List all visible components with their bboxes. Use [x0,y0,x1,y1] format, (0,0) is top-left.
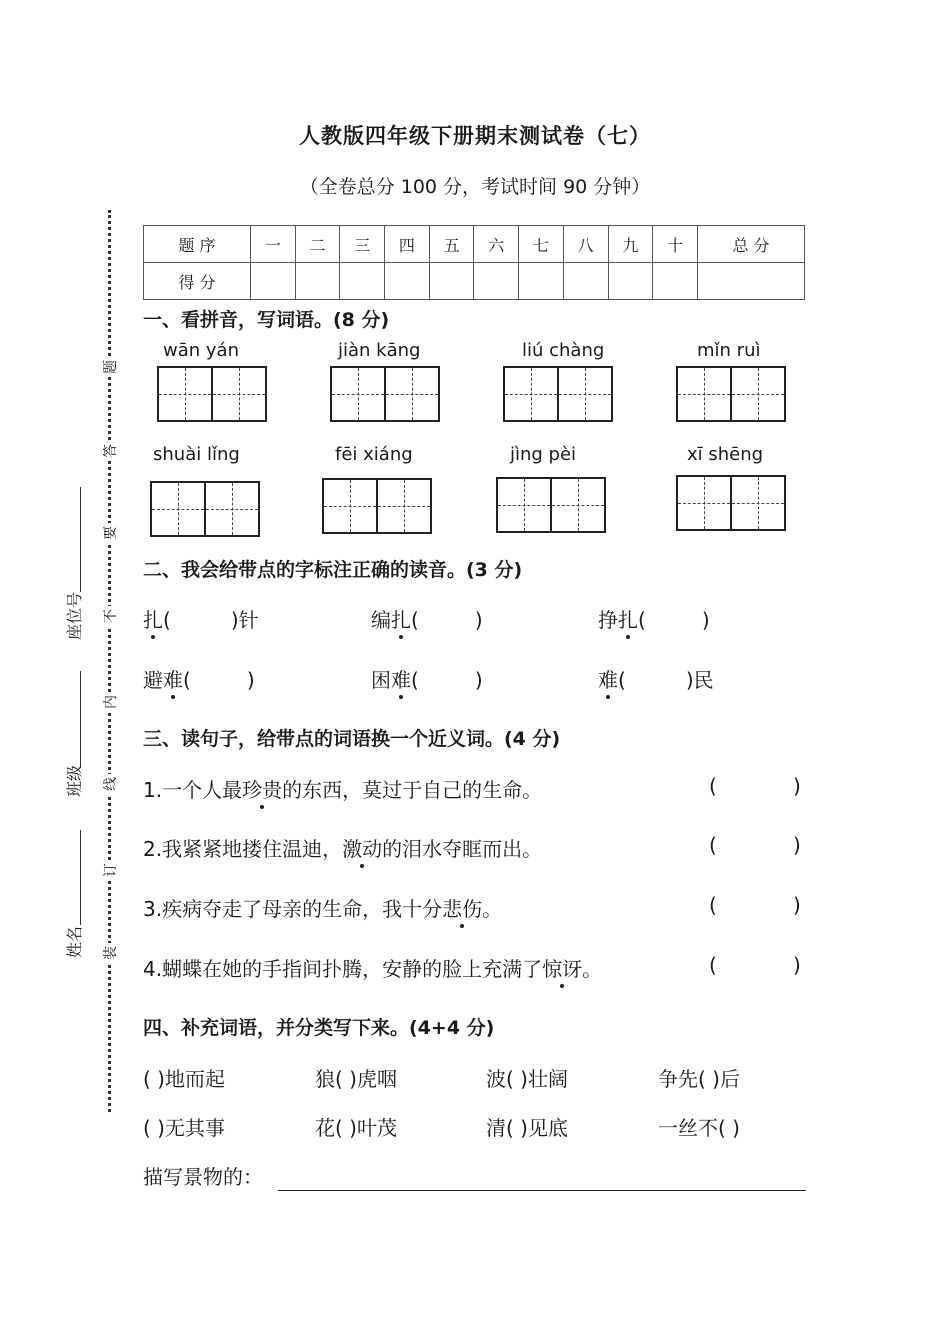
answer-blank[interactable] [720,953,790,979]
table-cell: 得 分 [144,263,251,300]
section-3-title: 三、读句子，给带点的词语换一个近义词。(4 分) [143,728,561,750]
seat-number-line [80,487,81,592]
sentence-text: 的东西，莫过于自己的生命。 [282,778,543,802]
dotted-char: 难 [598,664,618,693]
binding-char: 内 [100,692,120,712]
pinyin-label: jiàn kāng [338,340,421,361]
item-text: ( [411,608,419,632]
idiom-item[interactable]: 一丝不( ) [658,1116,740,1140]
item-text: ) [474,668,483,692]
idiom-item[interactable]: 争先( )后 [658,1067,740,1091]
table-cell: 总 分 [698,226,805,263]
binding-char: 答 [100,441,120,461]
reading-item [371,664,483,693]
table-cell: 八 [563,226,608,263]
writing-grid[interactable] [330,366,440,422]
binding-char: 线 [100,774,120,794]
writing-grid[interactable] [676,475,786,531]
answer-blank[interactable] [720,833,790,859]
item-text: )针 [230,608,259,632]
item-text: )民 [685,668,714,692]
sentence-item [143,893,502,922]
item-text: ( [618,668,626,692]
pinyin-label: mǐn ruì [697,340,761,361]
sentence-text: 4.蝴蝶在她的手指间扑腾，安静的脸上充满了 [143,957,543,981]
score-table-score-row [144,263,805,300]
score-input-cell[interactable] [251,263,296,300]
idiom-item[interactable]: 花( )叶茂 [315,1116,397,1140]
paren-close: ) [793,893,801,917]
idiom-item[interactable]: ( )无其事 [143,1116,225,1140]
paren-close: ) [793,774,801,798]
table-cell: 三 [340,226,385,263]
table-cell: 五 [429,226,474,263]
dotted-char: 难 [163,664,183,693]
reading-item [143,604,259,633]
sentence-text: 。 [482,897,503,921]
dotted-word: 惊讶 [542,953,582,982]
table-cell: 二 [295,226,340,263]
dotted-char: 难 [391,664,411,693]
table-cell: 九 [608,226,653,263]
dotted-word: 珍贵 [242,774,282,803]
reading-item [598,604,710,633]
dotted-char: 扎 [618,604,638,633]
binding-char: 不 [100,606,120,626]
paren-open: ( [709,833,717,857]
section-1-title: 一、看拼音，写词语。(8 分) [143,309,390,331]
score-input-cell[interactable] [698,263,805,300]
table-cell: 十 [653,226,698,263]
writing-grid[interactable] [150,481,260,537]
pinyin-label: shuài lǐng [153,444,240,465]
dotted-word: 悲伤 [442,893,482,922]
sentence-text: 1.一个人最 [143,778,243,802]
item-text: ( [411,668,419,692]
paren-close: ) [793,833,801,857]
score-input-cell[interactable] [429,263,474,300]
seat-number-label: 座位号 [65,591,84,640]
score-table [143,225,805,300]
dotted-char: 扎 [143,604,163,633]
answer-line[interactable] [278,1190,806,1191]
score-input-cell[interactable] [340,263,385,300]
paren-close: ) [793,953,801,977]
idiom-item[interactable]: 清( )见底 [486,1116,568,1140]
paren-open: ( [709,774,717,798]
page-subtitle: （全卷总分 100 分，考试时间 90 分钟） [299,176,651,198]
score-input-cell[interactable] [385,263,430,300]
score-input-cell[interactable] [295,263,340,300]
writing-grid[interactable] [496,477,606,533]
class-line [80,671,81,766]
sentence-text: 。 [582,957,603,981]
writing-grid[interactable] [157,366,267,422]
writing-grid[interactable] [322,478,432,534]
name-label: 姓名 [65,925,84,958]
write-label: 描写景物的： [143,1165,263,1189]
page-title: 人教版四年级下册期末测试卷（七） [299,124,651,148]
reading-item [371,604,483,633]
answer-blank[interactable] [720,774,790,800]
item-text: ( [183,668,191,692]
sentence-text: 2.我紧紧地搂住温迪， [143,837,343,861]
binding-dotted-line [108,210,111,1112]
reading-item [143,664,255,693]
table-cell: 七 [519,226,564,263]
score-table-header-row [144,226,805,263]
table-cell: 六 [474,226,519,263]
pinyin-label: xī shēng [687,444,764,465]
sentence-item [143,774,542,803]
item-text: 编 [371,608,391,632]
item-text: ) [246,668,255,692]
pinyin-label: liú chàng [522,340,605,361]
idiom-item[interactable]: 狼( )虎咽 [315,1067,397,1091]
table-cell: 四 [385,226,430,263]
paren-open: ( [709,953,717,977]
binding-char: 要 [100,523,120,543]
answer-blank[interactable] [720,893,790,919]
score-input-cell[interactable] [563,263,608,300]
score-input-cell[interactable] [519,263,564,300]
dotted-word: 激动 [342,833,382,862]
binding-char: 装 [100,943,120,963]
item-text: ) [701,608,710,632]
score-input-cell[interactable] [608,263,653,300]
section-2-title: 二、我会给带点的字标注正确的读音。(3 分) [143,559,523,581]
item-text: ( [163,608,171,632]
pinyin-label: wān yán [163,340,239,361]
idiom-item[interactable]: 波( )壮阔 [486,1067,568,1091]
idiom-item[interactable]: ( )地而起 [143,1067,225,1091]
table-cell: 题 序 [144,226,251,263]
score-input-cell[interactable] [653,263,698,300]
pinyin-label: jìng pèi [510,444,577,465]
paren-open: ( [709,893,717,917]
dotted-char: 扎 [391,604,411,633]
binding-char: 订 [100,860,120,880]
item-text: 困 [371,668,391,692]
sentence-item [143,953,602,982]
class-label: 班级 [65,764,84,797]
writing-grid[interactable] [503,366,613,422]
writing-grid[interactable] [676,366,786,422]
reading-item [598,664,714,693]
sentence-text: 3.疾病夺走了母亲的生命，我十分 [143,897,443,921]
item-text: 避 [143,668,163,692]
name-line [80,830,81,925]
pinyin-label: fēi xiáng [335,444,413,465]
item-text: 挣 [598,608,618,632]
item-text: ( [638,608,646,632]
item-text: ) [474,608,483,632]
sentence-text: 的泪水夺眶而出。 [382,837,543,861]
section-4-title: 四、补充词语，并分类写下来。(4+4 分) [143,1017,495,1039]
score-input-cell[interactable] [474,263,519,300]
binding-char: 题 [100,357,120,377]
sentence-item [143,833,542,862]
table-cell: 一 [251,226,296,263]
